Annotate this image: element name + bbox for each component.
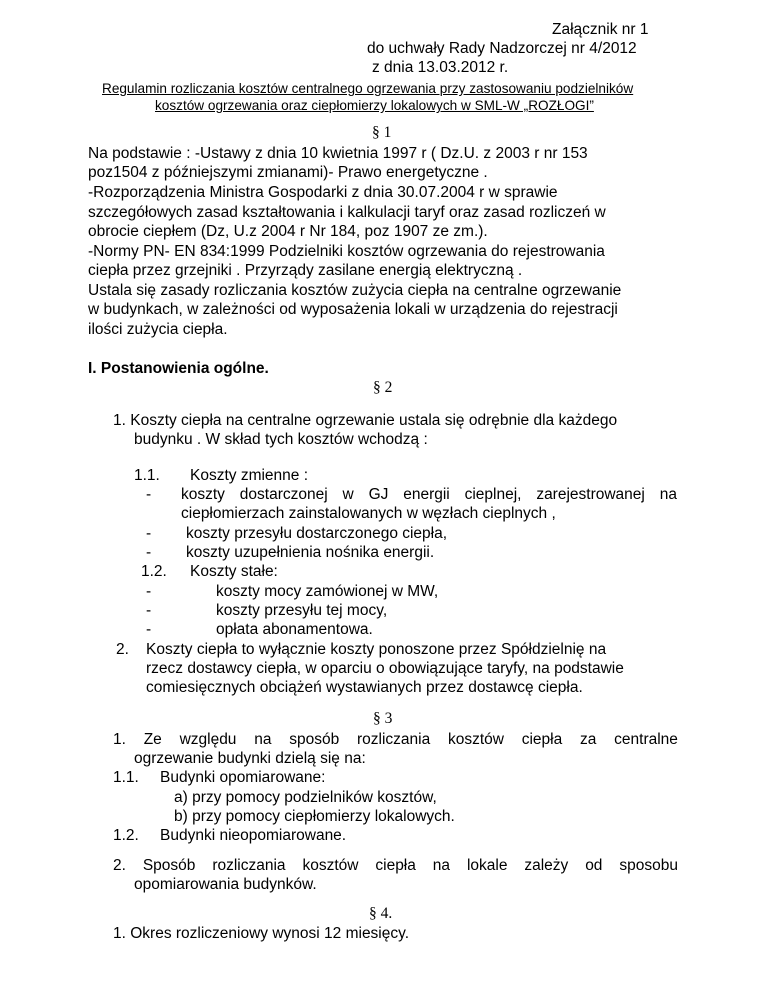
s1-line-5: obrocie ciepłem (Dz, U.z 2004 r Nr 184, poz 1907 ze zm.). [88,223,488,240]
part-1-heading: I. Postanowienia ogólne. [88,360,269,377]
s1-line-7: ciepła przez grzejniki . Przyrządy zasilane energią elektryczną . [88,262,523,279]
word: GJ [368,486,389,503]
word: 1. [113,731,126,748]
s1-line-1: Na podstawie : -Ustawy z dnia 10 kwietnia 1997 r ( Dz.U. z 2003 r nr 153 [88,145,588,162]
s2-fixed-cost-2: koszty przesyłu tej mocy, [216,602,388,619]
word: za [580,731,597,748]
word: względu [179,731,237,748]
section-4-heading: § 4. [369,905,393,922]
word: lokale [466,857,508,874]
s2-variable-cost-3: koszty uzupełnienia nośnika energii. [186,544,435,561]
word: sposób [289,731,340,748]
s3-item-2-line-2: opomiarowania budynków. [134,876,317,893]
s2-fixed-costs-label: Koszty stałe: [190,563,278,580]
word: ciepła [375,857,416,874]
s1-line-3: -Rozporządzenia Ministra Gospodarki z dnia 30.07.2004 r w sprawie [88,184,558,201]
s2-item-1-line-1: 1. Koszty ciepła na centralne ogrzewanie ustala się odrębnie dla każdego [113,412,618,429]
s3-metered-option-b: b) przy pomocy ciepłomierzy lokalowych. [174,808,455,825]
dash-bullet: - [146,544,152,561]
word: cieplnej, [464,486,522,503]
dash-bullet: - [146,602,152,619]
s4-item-1: 1. Okres rozliczeniowy wynosi 12 miesięcy. [113,925,410,942]
dash-bullet: - [146,525,152,542]
section-3-heading: § 3 [373,710,393,727]
word: na [432,857,451,874]
word: sposobu [619,857,678,874]
s2-variable-cost-2: koszty przesyłu dostarczonego ciepła, [186,525,448,542]
s3-number-1-2: 1.2. [113,827,139,844]
s2-item-2-line-2: rzecz dostawcy ciepła, w oparciu o obowiązujące taryfy, na podstawie [146,660,624,677]
s2-item-1-line-2: budynku . W skład tych kosztów wchodzą : [134,431,428,448]
word: kosztów [447,731,504,748]
s1-line-10: ilości zużycia ciepła. [88,321,228,338]
s2-variable-costs-label: Koszty zmienne : [190,467,309,484]
resolution-reference: do uchwały Rady Nadzorczej nr 4/2012 [367,40,637,57]
s2-variable-cost-1-line-1 [181,485,677,504]
s3-item-2-line-1 [113,856,678,875]
s3-number-1-1: 1.1. [113,769,139,786]
s2-number-2: 2. [116,641,129,658]
word: w [342,486,354,503]
s2-item-2-line-3: comiesięcznych obciążeń wystawianych przez dostawcę ciepła. [146,679,583,696]
s1-line-2: poz1504 z późniejszymi zmianami)- Prawo energetyczne . [88,164,488,181]
s2-number-1-2: 1.2. [141,563,167,580]
word: dostarczonej [239,486,328,503]
s1-line-9: w budynkach, w zależności od wyposażenia lokali w urządzenia do rejestracji [88,301,618,318]
dash-bullet: - [146,621,152,638]
section-1-heading: § 1 [372,124,392,141]
s3-metered-buildings-label: Budynki opomiarowane: [160,769,326,786]
regulation-title-line-2: kosztów ogrzewania oraz ciepłomierzy lokalowych w SML-W „ROZŁOGI” [155,98,594,113]
dash-bullet: - [146,486,152,503]
s2-item-2-line-1: Koszty ciepła to wyłącznie koszty ponoszone przez Spółdzielnię na [146,641,607,658]
word: na [254,731,272,748]
dash-bullet: - [146,583,152,600]
s3-unmetered-buildings-label: Budynki nieopomiarowane. [160,827,347,844]
annex-number: Załącznik nr 1 [552,21,649,38]
s2-variable-cost-1-line-2: ciepłomierzach zainstalowanych w węzłach cieplnych , [181,505,556,522]
word: ciepła [521,731,563,748]
word: koszty [181,486,225,503]
s1-line-6: -Normy PN- EN 834:1999 Podzielniki kosztów ogrzewania do rejestrowania [88,243,605,260]
s3-item-1-line-1 [113,730,678,749]
s3-metered-option-a: a) przy pomocy podzielników kosztów, [174,789,437,806]
word: rozliczania [212,857,286,874]
s3-item-1-line-2: ogrzewanie budynki dzielą się na: [134,750,366,767]
word: Sposób [142,857,196,874]
s1-line-4: szczegółowych zasad kształtowania i kalkulacji taryf oraz zasad rozliczeń w [88,204,606,221]
word: rozliczania [356,731,431,748]
s1-line-8: Ustala się zasady rozliczania kosztów zużycia ciepła na centralne ogrzewanie [88,282,622,299]
s2-fixed-cost-1: koszty mocy zamówionej w MW, [216,583,439,600]
word: centralne [614,731,678,748]
regulation-title-line-1: Regulamin rozliczania kosztów centralnego ogrzewania przy zastosowaniu podzielników [102,81,634,96]
word: od [585,857,603,874]
word: energii [403,486,450,503]
word: kosztów [302,857,359,874]
word: 2. [113,857,126,874]
resolution-date: z dnia 13.03.2012 r. [372,59,509,76]
section-2-heading: § 2 [373,379,393,396]
word: zarejestrowanej [536,486,645,503]
word: na [659,486,677,503]
s2-number-1-1: 1.1. [134,467,160,484]
word: Ze [143,731,162,748]
s2-fixed-cost-3: opłata abonamentowa. [216,621,373,638]
word: zależy [524,857,569,874]
